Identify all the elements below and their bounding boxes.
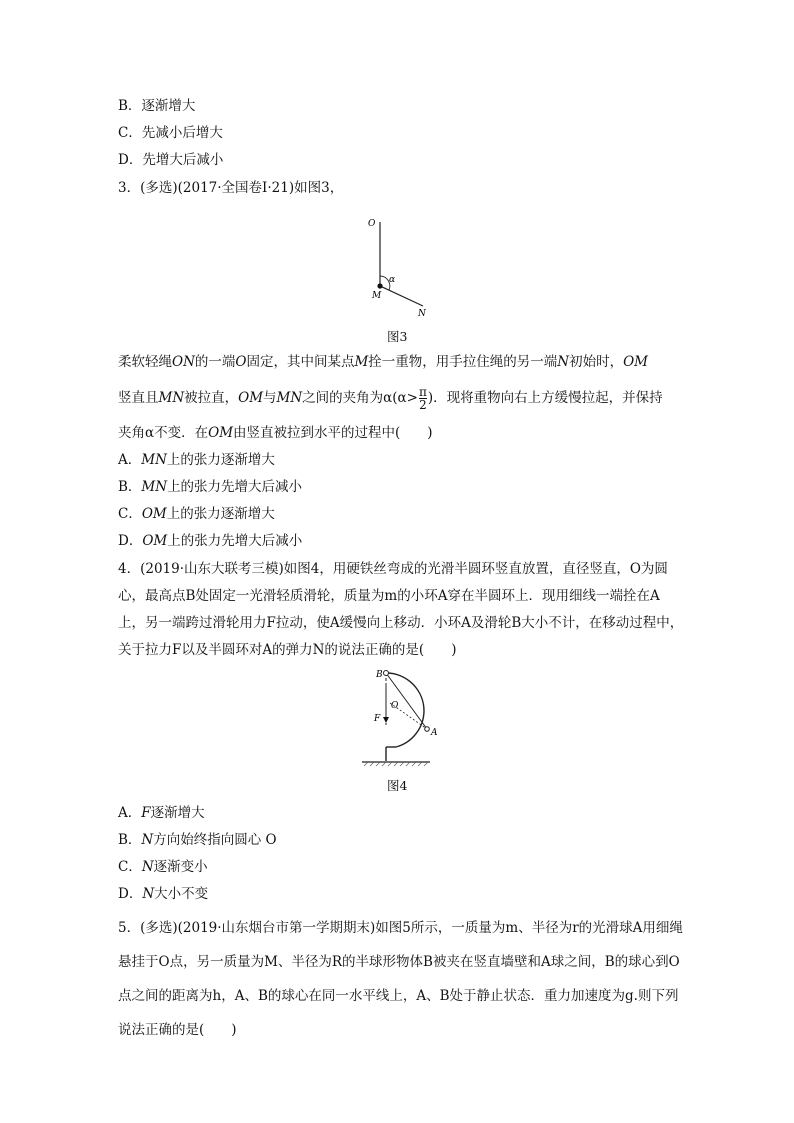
q3-option-c: C．OM上的张力逐渐增大 xyxy=(118,506,275,522)
figure-3 xyxy=(360,210,440,318)
q4-option-d: D．N大小不变 xyxy=(118,886,209,902)
q3-body-line-3: 夹角α不变．在OM由竖直被拉到水平的过程中( ) xyxy=(118,425,433,441)
ring-a xyxy=(425,727,430,732)
figure-4-caption: 图4 xyxy=(387,778,408,793)
label-f: F xyxy=(374,714,381,724)
q3-body-line-2: 竖直且MN被拉直，OM与MN之间的夹角为α(α> $\frac{\pi}{2}$ )．现将重物向右上方缓慢拉起，并保持 xyxy=(118,385,663,412)
pulley-b xyxy=(384,671,389,676)
q3-option-a: A．MN上的张力逐渐增大 xyxy=(118,452,275,468)
label-o: O xyxy=(391,701,399,711)
q3-option-b: B．MN上的张力先增大后减小 xyxy=(118,479,303,495)
option-d-q2: D．先增大后减小 xyxy=(118,152,224,168)
label-n: N xyxy=(418,309,426,318)
pi-over-two: $\frac{\pi}{2}$ xyxy=(418,385,427,412)
q3-body-line-1: 柔软轻绳ON的一端O固定，其中间某点M拴一重物，用手拉住绳的另一端N初始时，OM xyxy=(118,354,648,370)
question-5-text: 5．(多选)(2019·山东烟台市第一学期期末)如图5所示，一质量为m、半径为r的光滑球A用细绳悬挂于O点，另一质量为M、半径为R的半球形物体B被夹在竖直墙壁和A球之间，B的球心到O点之间的距离为h，A、B的球心在同一水平线上，A、B处于静止状态．重力加速度为g.则下列说法正确的是( ) xyxy=(118,920,683,1038)
q4-option-c: C．N逐渐变小 xyxy=(118,859,208,875)
label-m: M xyxy=(372,291,382,301)
q4-option-b: B．N方向始终指向圆心 O xyxy=(118,832,277,848)
q4-option-a: A．F逐渐增大 xyxy=(118,805,205,821)
q3-option-d: D．OM上的张力先增大后减小 xyxy=(118,533,303,549)
arrowhead-icon xyxy=(383,717,389,723)
option-b-q2: B．逐渐增大 xyxy=(118,98,196,114)
question-4-text: 4．(2019·山东大联考三模)如图4，用硬铁丝弯成的光滑半圆环竖直放置，直径竖直，O为圆心，最高点B处固定一光滑轻质滑轮，质量为m的小环A穿在半圆环上．现用细线一端拴在A上，另一端跨过滑轮用力F拉动，使A缓慢向上移动．小环A及滑轮B大小不计，在移动过程中，关于拉力F以及半圆环对A的弹力N的说法正确的是( ) xyxy=(118,561,684,658)
figure-4 xyxy=(356,665,446,773)
label-b: B xyxy=(376,670,383,680)
label-o: O xyxy=(368,219,376,229)
figure-3-caption: 图3 xyxy=(387,329,408,344)
weight-m xyxy=(377,283,382,288)
label-a: A xyxy=(431,728,438,738)
question-3-stem: 3．(多选)(2017·全国卷Ⅰ·21)如图3， xyxy=(118,180,344,196)
label-alpha: α xyxy=(389,275,396,285)
option-c-q2: C．先减小后增大 xyxy=(118,125,223,141)
rope-mn xyxy=(380,286,423,306)
